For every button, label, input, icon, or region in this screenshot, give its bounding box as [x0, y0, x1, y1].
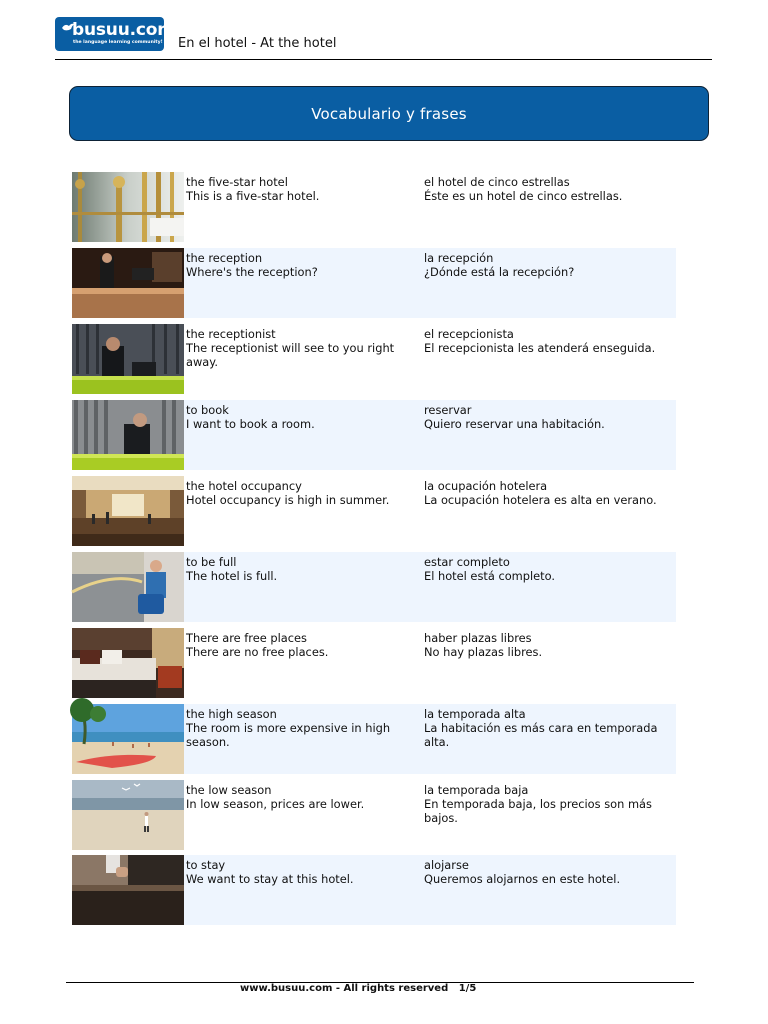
spanish-column [424, 403, 676, 431]
spanish-column [424, 783, 676, 825]
english-sentence: The receptionist will see to you right away. [186, 341, 395, 369]
spanish-term: la temporada baja [424, 783, 529, 797]
english-term: to book [186, 403, 229, 417]
spanish-term: haber plazas libres [424, 631, 532, 645]
english-column [186, 555, 408, 583]
spanish-term: el hotel de cinco estrellas [424, 175, 570, 189]
logo-wordmark: busuu.com [72, 20, 175, 40]
english-term: the high season [186, 707, 277, 721]
english-sentence: The hotel is full. [186, 569, 278, 583]
spanish-sentence: La ocupación hotelera es alta en verano. [424, 493, 657, 507]
spanish-column [424, 858, 676, 886]
vocab-image [72, 552, 184, 622]
english-sentence: The room is more expensive in high season. [186, 721, 391, 749]
section-title: Vocabulario y frases [311, 105, 467, 123]
spanish-column [424, 555, 676, 583]
vocab-row [72, 855, 676, 925]
vocab-image [72, 476, 184, 546]
spanish-term: alojarse [424, 858, 469, 872]
spanish-sentence: Queremos alojarnos en este hotel. [424, 872, 621, 886]
vocab-row [72, 248, 676, 318]
spanish-term: estar completo [424, 555, 510, 569]
vocab-image [72, 704, 184, 774]
english-column [186, 479, 408, 507]
english-sentence: Where's the reception? [186, 265, 318, 279]
english-term: There are free places [186, 631, 307, 645]
spanish-sentence: Quiero reservar una habitación. [424, 417, 605, 431]
vocab-row [72, 400, 676, 470]
english-sentence: Hotel occupancy is high in summer. [186, 493, 390, 507]
spanish-term: reservar [424, 403, 472, 417]
logo-tagline: the language learning community! [73, 40, 163, 45]
document-title: En el hotel - At the hotel [178, 36, 337, 51]
vocab-image [72, 628, 184, 698]
vocab-row [72, 172, 676, 242]
english-term: the five-star hotel [186, 175, 288, 189]
vocab-row [72, 552, 676, 622]
english-term: to be full [186, 555, 237, 569]
spanish-column [424, 327, 676, 355]
spanish-term: la temporada alta [424, 707, 526, 721]
vocab-image [72, 855, 184, 925]
spanish-sentence: En temporada baja, los precios son más bajos. [424, 797, 652, 825]
spanish-column [424, 251, 676, 279]
spanish-term: la recepción [424, 251, 494, 265]
vocab-row [72, 324, 676, 394]
page-number: 1/5 [458, 983, 477, 994]
english-column [186, 707, 408, 749]
spanish-sentence: Éste es un hotel de cinco estrellas. [424, 189, 623, 203]
spanish-sentence: ¿Dónde está la recepción? [424, 265, 575, 279]
vocab-row [72, 476, 676, 546]
vocab-row [72, 780, 676, 850]
vocab-image [72, 172, 184, 242]
spanish-sentence: El recepcionista les atenderá enseguida. [424, 341, 656, 355]
english-column [186, 858, 408, 886]
footer [240, 983, 476, 995]
spanish-term: el recepcionista [424, 327, 514, 341]
spanish-sentence: La habitación es más cara en temporada alta. [424, 721, 658, 749]
english-sentence: There are no free places. [186, 645, 329, 659]
vocab-row [72, 704, 676, 774]
english-term: to stay [186, 858, 226, 872]
english-column [186, 327, 408, 369]
english-sentence: This is a five-star hotel. [186, 189, 320, 203]
english-column [186, 175, 408, 203]
vocab-row [72, 628, 676, 698]
spanish-column [424, 631, 676, 659]
spanish-column [424, 175, 676, 203]
vocab-image [72, 248, 184, 318]
english-sentence: We want to stay at this hotel. [186, 872, 354, 886]
english-column [186, 783, 408, 811]
english-column [186, 631, 408, 659]
english-term: the low season [186, 783, 272, 797]
spanish-sentence: El hotel está completo. [424, 569, 556, 583]
english-column [186, 251, 408, 279]
spanish-column [424, 479, 676, 507]
english-term: the hotel occupancy [186, 479, 302, 493]
english-sentence: In low season, prices are lower. [186, 797, 365, 811]
spanish-term: la ocupación hotelera [424, 479, 548, 493]
busuu-logo [55, 17, 175, 51]
section-banner [69, 86, 709, 141]
english-column [186, 403, 408, 431]
spanish-column [424, 707, 676, 749]
english-term: the receptionist [186, 327, 276, 341]
header-divider [55, 59, 712, 60]
spanish-sentence: No hay plazas libres. [424, 645, 543, 659]
english-sentence: I want to book a room. [186, 417, 315, 431]
vocab-image [72, 400, 184, 470]
footer-copyright: www.busuu.com - All rights reserved [240, 983, 449, 994]
english-term: the reception [186, 251, 263, 265]
vocab-image [72, 780, 184, 850]
vocab-image [72, 324, 184, 394]
